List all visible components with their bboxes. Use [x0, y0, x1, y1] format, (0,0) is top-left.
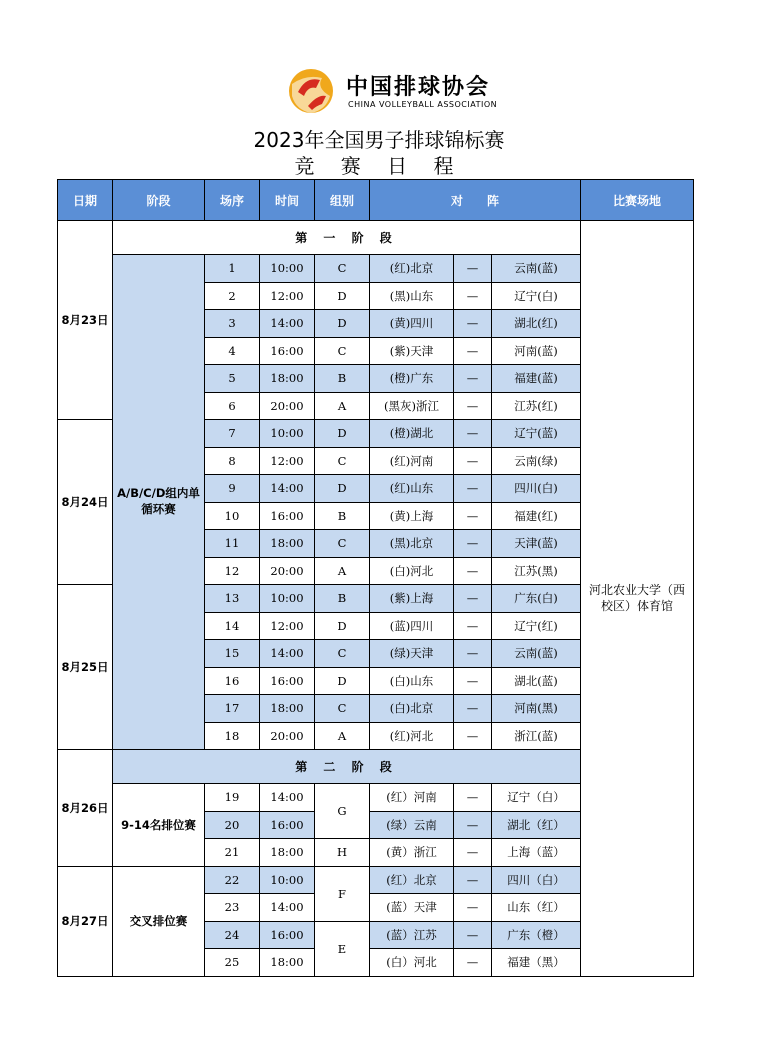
- match-group: B: [315, 365, 370, 393]
- vs-dash: —: [454, 839, 492, 867]
- away-team: 辽宁(白): [492, 282, 581, 310]
- match-number: 24: [205, 921, 260, 949]
- header-time: 时间: [260, 180, 315, 221]
- match-number: 14: [205, 612, 260, 640]
- header-matchup: 对 阵: [370, 180, 581, 221]
- away-team: 福建（黑）: [492, 949, 581, 977]
- home-team: (黑)北京: [370, 530, 454, 558]
- vs-dash: —: [454, 722, 492, 750]
- home-team: (红）北京: [370, 866, 454, 894]
- match-number: 9: [205, 475, 260, 503]
- page-subtitle: 竞 赛 日 程: [294, 154, 464, 178]
- home-team: (红)河北: [370, 722, 454, 750]
- away-team: 湖北(红): [492, 310, 581, 338]
- match-time: 18:00: [260, 365, 315, 393]
- match-time: 20:00: [260, 722, 315, 750]
- vs-dash: —: [454, 530, 492, 558]
- away-team: 辽宁（白）: [492, 784, 581, 812]
- match-time: 16:00: [260, 921, 315, 949]
- header-date: 日期: [58, 180, 113, 221]
- match-time: 14:00: [260, 310, 315, 338]
- home-team: (绿）云南: [370, 811, 454, 839]
- stage-cell: A/B/C/D组内单循环赛: [113, 255, 205, 750]
- home-team: (白)山东: [370, 667, 454, 695]
- home-team: (蓝）江苏: [370, 921, 454, 949]
- match-time: 14:00: [260, 640, 315, 668]
- match-number: 16: [205, 667, 260, 695]
- section-title: 第 一 阶 段: [113, 221, 581, 255]
- away-team: 湖北（红）: [492, 811, 581, 839]
- match-group: A: [315, 392, 370, 420]
- match-number: 21: [205, 839, 260, 867]
- away-team: 江苏(红): [492, 392, 581, 420]
- match-number: 25: [205, 949, 260, 977]
- match-number: 19: [205, 784, 260, 812]
- home-team: (白)北京: [370, 695, 454, 723]
- vs-dash: —: [454, 255, 492, 283]
- date-cell: 8月25日: [58, 585, 113, 750]
- match-time: 16:00: [260, 502, 315, 530]
- home-team: (黄)四川: [370, 310, 454, 338]
- stage-cell: 交叉排位赛: [113, 866, 205, 976]
- match-time: 10:00: [260, 866, 315, 894]
- match-group: E: [315, 921, 370, 976]
- match-group: C: [315, 695, 370, 723]
- away-team: 广东（橙）: [492, 921, 581, 949]
- match-group: B: [315, 585, 370, 613]
- home-team: (黑灰)浙江: [370, 392, 454, 420]
- match-group: C: [315, 447, 370, 475]
- away-team: 天津(蓝): [492, 530, 581, 558]
- match-number: 15: [205, 640, 260, 668]
- vs-dash: —: [454, 640, 492, 668]
- home-team: (紫)上海: [370, 585, 454, 613]
- vs-dash: —: [454, 949, 492, 977]
- match-time: 14:00: [260, 784, 315, 812]
- volleyball-logo-icon: [286, 66, 336, 116]
- match-time: 10:00: [260, 255, 315, 283]
- vs-dash: —: [454, 420, 492, 448]
- home-team: (橙)湖北: [370, 420, 454, 448]
- away-team: 湖北(蓝): [492, 667, 581, 695]
- away-team: 云南(蓝): [492, 255, 581, 283]
- match-time: 18:00: [260, 695, 315, 723]
- home-team: (绿)天津: [370, 640, 454, 668]
- vs-dash: —: [454, 811, 492, 839]
- match-group: F: [315, 866, 370, 921]
- match-group: D: [315, 667, 370, 695]
- section-row: [58, 221, 694, 255]
- home-team: (橙)广东: [370, 365, 454, 393]
- match-number: 7: [205, 420, 260, 448]
- vs-dash: —: [454, 667, 492, 695]
- match-number: 23: [205, 894, 260, 922]
- home-team: (黄）浙江: [370, 839, 454, 867]
- match-time: 10:00: [260, 585, 315, 613]
- match-time: 12:00: [260, 282, 315, 310]
- vs-dash: —: [454, 337, 492, 365]
- header-group: 组别: [315, 180, 370, 221]
- vs-dash: —: [454, 557, 492, 585]
- match-number: 4: [205, 337, 260, 365]
- date-cell: 8月26日: [58, 750, 113, 867]
- vs-dash: —: [454, 894, 492, 922]
- match-time: 16:00: [260, 337, 315, 365]
- home-team: (白）河北: [370, 949, 454, 977]
- match-number: 18: [205, 722, 260, 750]
- vs-dash: —: [454, 282, 492, 310]
- away-team: 江苏(黑): [492, 557, 581, 585]
- match-number: 20: [205, 811, 260, 839]
- cva-logo: [286, 66, 498, 116]
- logo-english-text: CHINA VOLLEYBALL ASSOCIATION: [348, 100, 498, 109]
- match-group: D: [315, 282, 370, 310]
- match-number: 11: [205, 530, 260, 558]
- match-number: 13: [205, 585, 260, 613]
- away-team: 云南(蓝): [492, 640, 581, 668]
- vs-dash: —: [454, 365, 492, 393]
- vs-dash: —: [454, 475, 492, 503]
- home-team: (红）河南: [370, 784, 454, 812]
- match-time: 12:00: [260, 612, 315, 640]
- away-team: 浙江(蓝): [492, 722, 581, 750]
- match-group: H: [315, 839, 370, 867]
- vs-dash: —: [454, 392, 492, 420]
- venue-cell: 河北农业大学（西校区）体育馆: [581, 221, 694, 977]
- logo-chinese-text: 中国排球协会: [346, 75, 491, 100]
- header-match-number: 场序: [205, 180, 260, 221]
- match-group: D: [315, 420, 370, 448]
- match-time: 10:00: [260, 420, 315, 448]
- date-cell: 8月27日: [58, 866, 113, 976]
- match-time: 16:00: [260, 811, 315, 839]
- vs-dash: —: [454, 585, 492, 613]
- home-team: (蓝）天津: [370, 894, 454, 922]
- match-group: C: [315, 530, 370, 558]
- away-team: 福建(红): [492, 502, 581, 530]
- away-team: 河南(黑): [492, 695, 581, 723]
- home-team: (紫)天津: [370, 337, 454, 365]
- date-cell: 8月23日: [58, 221, 113, 420]
- away-team: 四川（白）: [492, 866, 581, 894]
- match-group: D: [315, 475, 370, 503]
- match-time: 20:00: [260, 557, 315, 585]
- match-time: 18:00: [260, 949, 315, 977]
- section-title: 第 二 阶 段: [113, 750, 581, 784]
- away-team: 河南(蓝): [492, 337, 581, 365]
- vs-dash: —: [454, 921, 492, 949]
- vs-dash: —: [454, 502, 492, 530]
- home-team: (红)山东: [370, 475, 454, 503]
- match-group: D: [315, 612, 370, 640]
- match-time: 16:00: [260, 667, 315, 695]
- vs-dash: —: [454, 695, 492, 723]
- vs-dash: —: [454, 310, 492, 338]
- home-team: (红)河南: [370, 447, 454, 475]
- match-number: 8: [205, 447, 260, 475]
- match-number: 2: [205, 282, 260, 310]
- match-group: B: [315, 502, 370, 530]
- match-number: 6: [205, 392, 260, 420]
- home-team: (黑)山东: [370, 282, 454, 310]
- match-time: 20:00: [260, 392, 315, 420]
- home-team: (红)北京: [370, 255, 454, 283]
- away-team: 广东(白): [492, 585, 581, 613]
- vs-dash: —: [454, 447, 492, 475]
- match-time: 14:00: [260, 894, 315, 922]
- header-venue: 比赛场地: [581, 180, 694, 221]
- vs-dash: —: [454, 866, 492, 894]
- schedule-table: [57, 179, 694, 977]
- away-team: 山东（红）: [492, 894, 581, 922]
- vs-dash: —: [454, 612, 492, 640]
- match-group: D: [315, 310, 370, 338]
- date-cell: 8月24日: [58, 420, 113, 585]
- match-group: A: [315, 557, 370, 585]
- page-title: 2023年全国男子排球锦标赛: [253, 128, 505, 152]
- match-time: 18:00: [260, 530, 315, 558]
- header-row: [58, 180, 694, 221]
- away-team: 辽宁(蓝): [492, 420, 581, 448]
- vs-dash: —: [454, 784, 492, 812]
- match-time: 18:00: [260, 839, 315, 867]
- match-number: 10: [205, 502, 260, 530]
- home-team: (蓝)四川: [370, 612, 454, 640]
- away-team: 辽宁(红): [492, 612, 581, 640]
- match-group: C: [315, 337, 370, 365]
- match-group: A: [315, 722, 370, 750]
- match-time: 12:00: [260, 447, 315, 475]
- match-number: 5: [205, 365, 260, 393]
- match-group: C: [315, 255, 370, 283]
- home-team: (黄)上海: [370, 502, 454, 530]
- match-group: G: [315, 784, 370, 839]
- away-team: 四川(白): [492, 475, 581, 503]
- header-stage: 阶段: [113, 180, 205, 221]
- away-team: 云南(绿): [492, 447, 581, 475]
- home-team: (白)河北: [370, 557, 454, 585]
- away-team: 上海（蓝）: [492, 839, 581, 867]
- match-number: 1: [205, 255, 260, 283]
- match-number: 3: [205, 310, 260, 338]
- away-team: 福建(蓝): [492, 365, 581, 393]
- match-group: C: [315, 640, 370, 668]
- match-number: 12: [205, 557, 260, 585]
- match-number: 17: [205, 695, 260, 723]
- match-time: 14:00: [260, 475, 315, 503]
- match-number: 22: [205, 866, 260, 894]
- stage-cell: 9-14名排位赛: [113, 784, 205, 867]
